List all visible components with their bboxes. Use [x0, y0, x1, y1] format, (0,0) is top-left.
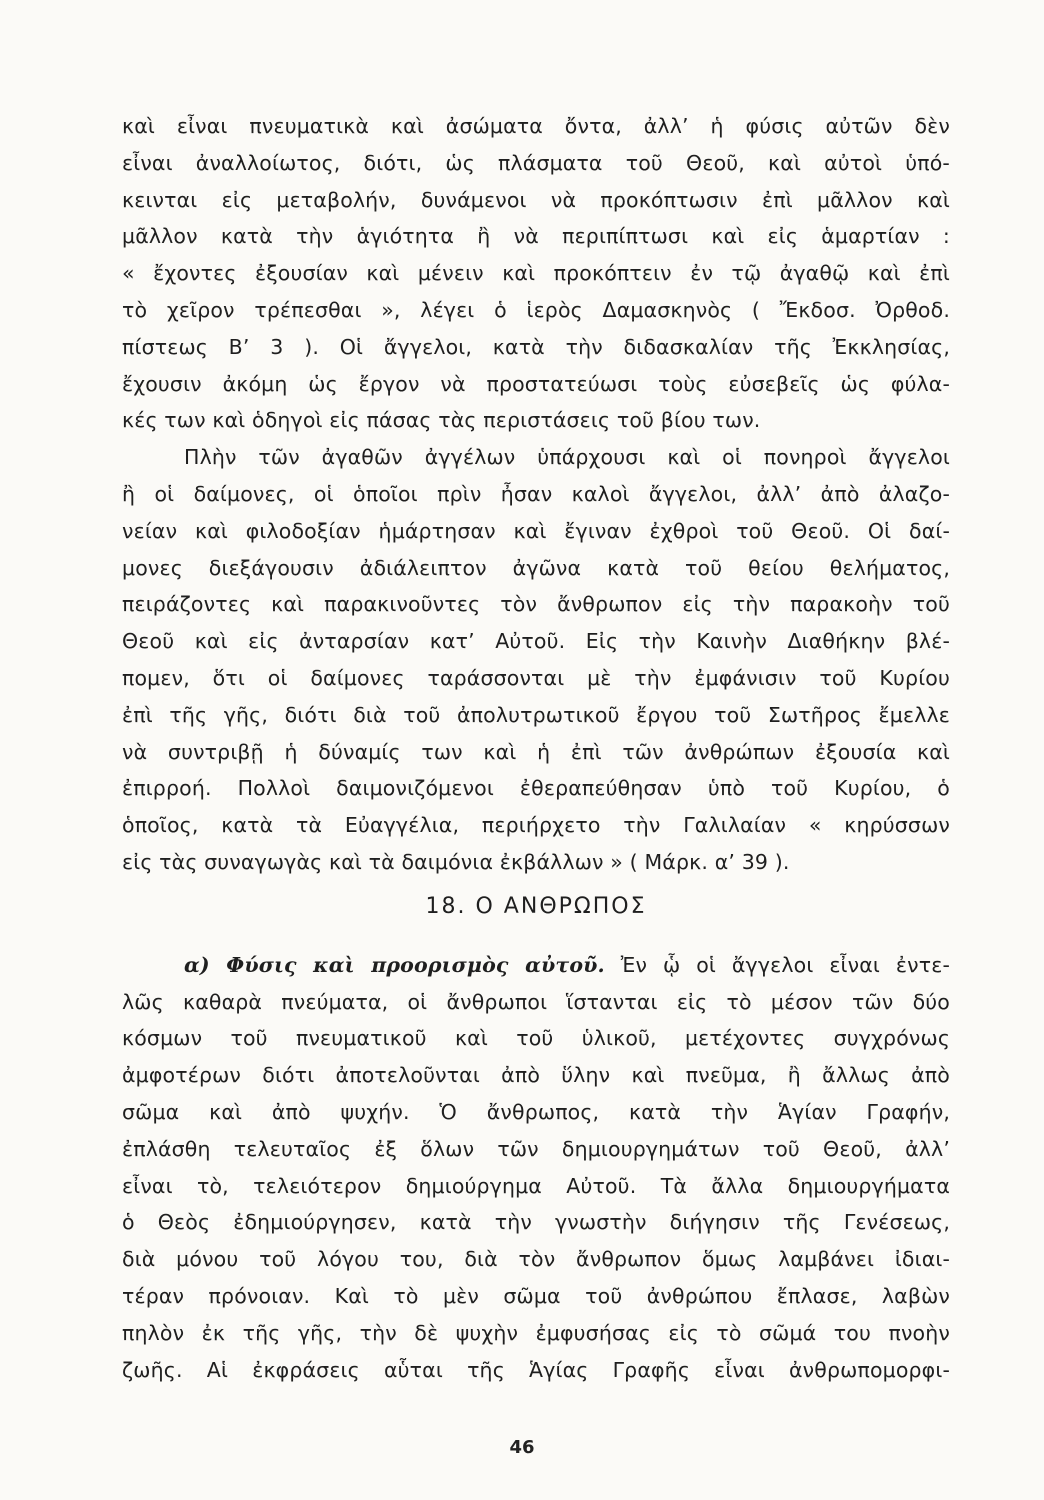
text-line: πομεν, ὅτι οἱ δαίμονες ταράσσονται μὲ τὴν ἐμφάνισιν τοῦ Κυρίου [122, 665, 950, 690]
text-line: εἰς τὰς συναγωγὰς καὶ τὰ δαιμόνια ἐκβάλλων » ( Μάρκ. α’ 39 ). [122, 849, 790, 874]
text-line: πηλὸν ἐκ τῆς γῆς, τὴν δὲ ψυχὴν ἐμφυσήσας εἰς τὸ σῶμά του πνοὴν [122, 1320, 950, 1345]
text-line: κεινται εἰς μεταβολήν, δυνάμενοι νὰ προκόπτωσιν ἐπὶ μᾶλλον καὶ [122, 187, 950, 212]
text-line: ἔχουσιν ἀκόμη ὡς ἔργον νὰ προστατεύωσι τοὺς εὐσεβεῖς ὡς φύλα- [122, 371, 950, 396]
text-line: εἶναι ἀναλλοίωτος, διότι, ὡς πλάσματα τοῦ Θεοῦ, καὶ αὐτοὶ ὑπό- [122, 150, 950, 175]
text-line: ἀμφοτέρων διότι ἀποτελοῦνται ἀπὸ ὕλην καὶ πνεῦμα, ἢ ἄλλως ἀπὸ [122, 1063, 950, 1088]
text-line: ὁ Θεὸς ἐδημιούργησεν, κατὰ τὴν γνωστὴν διήγησιν τῆς Γενέσεως, [122, 1210, 950, 1235]
text-line: ἐπιρροή. Πολλοὶ δαιμονιζόμενοι ἐθεραπεύθησαν ὑπὸ τοῦ Κυρίου, ὁ [122, 776, 950, 801]
text-line: τέραν πρόνοιαν. Καὶ τὸ μὲν σῶμα τοῦ ἀνθρώπου ἔπλασε, λαβὼν [122, 1283, 950, 1308]
text-line [122, 947, 950, 984]
page-body [122, 108, 950, 1388]
text-line: κόσμων τοῦ πνευματικοῦ καὶ τοῦ ὑλικοῦ, μετέχοντες συγχρόνως [122, 1026, 950, 1051]
paragraph-demons [122, 439, 950, 881]
text-line: λῶς καθαρὰ πνεύματα, οἱ ἄνθρωποι ἵστανται εἰς τὸ μέσον τῶν δύο [122, 989, 950, 1014]
text-line: κές των καὶ ὁδηγοὶ εἰς πάσας τὰς περιστάσεις τοῦ βίου των. [122, 408, 761, 433]
text-line: σῶμα καὶ ἀπὸ ψυχήν. Ὁ ἄνθρωπος, κατὰ τὴν Ἁγίαν Γραφήν, [122, 1099, 950, 1124]
text-line: καὶ εἶναι πνευματικὰ καὶ ἀσώματα ὄντα, ἀλλ’ ἡ φύσις αὐτῶν δὲν [122, 114, 950, 138]
text-line: Πλὴν τῶν ἀγαθῶν ἀγγέλων ὑπάρχουσι καὶ οἱ πονηροὶ ἄγγελοι [184, 445, 950, 470]
paragraph-man-nature [122, 947, 950, 1389]
text-fragment: Ἐν ᾧ οἱ ἄγγελοι εἶναι ἐντε- [620, 952, 951, 977]
text-line: διὰ μόνου τοῦ λόγου του, διὰ τὸν ἄνθρωπον ὅμως λαμβάνει ἰδιαι- [122, 1247, 950, 1272]
text-line: ὁποῖος, κατὰ τὰ Εὐαγγέλια, περιήρχετο τὴν Γαλιλαίαν « κηρύσσων [122, 813, 950, 838]
text-line: ἐπλάσθη τελευταῖος ἐξ ὅλων τῶν δημιουργημάτων τοῦ Θεοῦ, ἀλλ’ [122, 1136, 950, 1161]
text-line: πίστεως Β’ 3 ). Οἱ ἄγγελοι, κατὰ τὴν διδασκαλίαν τῆς Ἐκκλησίας, [122, 334, 950, 359]
text-line: ζωῆς. Αἱ ἐκφράσεις αὗται τῆς Ἁγίας Γραφῆς εἶναι ἀνθρωπομορφι- [122, 1357, 950, 1382]
text-line: εἶναι τὸ, τελειότερον δημιούργημα Αὐτοῦ. Τὰ ἄλλα δημιουργήματα [122, 1173, 950, 1198]
text-line: νὰ συντριβῇ ἡ δύναμίς των καὶ ἡ ἐπὶ τῶν ἀνθρώπων ἐξουσία καὶ [122, 739, 950, 764]
page-number: 46 [509, 1437, 535, 1458]
text-line: τὸ χεῖρον τρέπεσθαι », λέγει ὁ ἱερὸς Δαμασκηνὸς ( Ἔκδοσ. Ὀρθοδ. [122, 297, 950, 322]
text-line: ἢ οἱ δαίμονες, οἱ ὁποῖοι πρὶν ἦσαν καλοὶ ἄγγελοι, ἀλλ’ ἀπὸ ἀλαζο- [122, 481, 950, 506]
chapter-heading: 18. Ο ΑΝΘΡΩΠΟΣ [425, 893, 647, 919]
subheading: α) Φύσις καὶ προορισμὸς αὐτοῦ. [184, 952, 605, 977]
text-line: Θεοῦ καὶ εἰς ἀνταρσίαν κατ’ Αὐτοῦ. Εἰς τὴν Καινὴν Διαθήκην βλέ- [122, 629, 950, 654]
text-line: νείαν καὶ φιλοδοξίαν ἡμάρτησαν καὶ ἔγιναν ἐχθροὶ τοῦ Θεοῦ. Οἱ δαί- [122, 518, 950, 543]
text-line: μονες διεξάγουσιν ἀδιάλειπτον ἀγῶνα κατὰ τοῦ θείου θελήματος, [122, 555, 950, 580]
text-line: πειράζοντες καὶ παρακινοῦντες τὸν ἄνθρωπον εἰς τὴν παρακοὴν τοῦ [122, 592, 950, 617]
text-line: ἐπὶ τῆς γῆς, διότι διὰ τοῦ ἀπολυτρωτικοῦ ἔργου τοῦ Σωτῆρος ἔμελλε [122, 702, 950, 727]
text-line: μᾶλλον κατὰ τὴν ἁγιότητα ἢ νὰ περιπίπτωσι καὶ εἰς ἁμαρτίαν : [122, 224, 950, 249]
paragraph-angels-nature [122, 108, 950, 439]
text-line: « ἔχοντες ἐξουσίαν καὶ μένειν καὶ προκόπτειν ἐν τῷ ἀγαθῷ καὶ ἐπὶ [122, 261, 950, 286]
